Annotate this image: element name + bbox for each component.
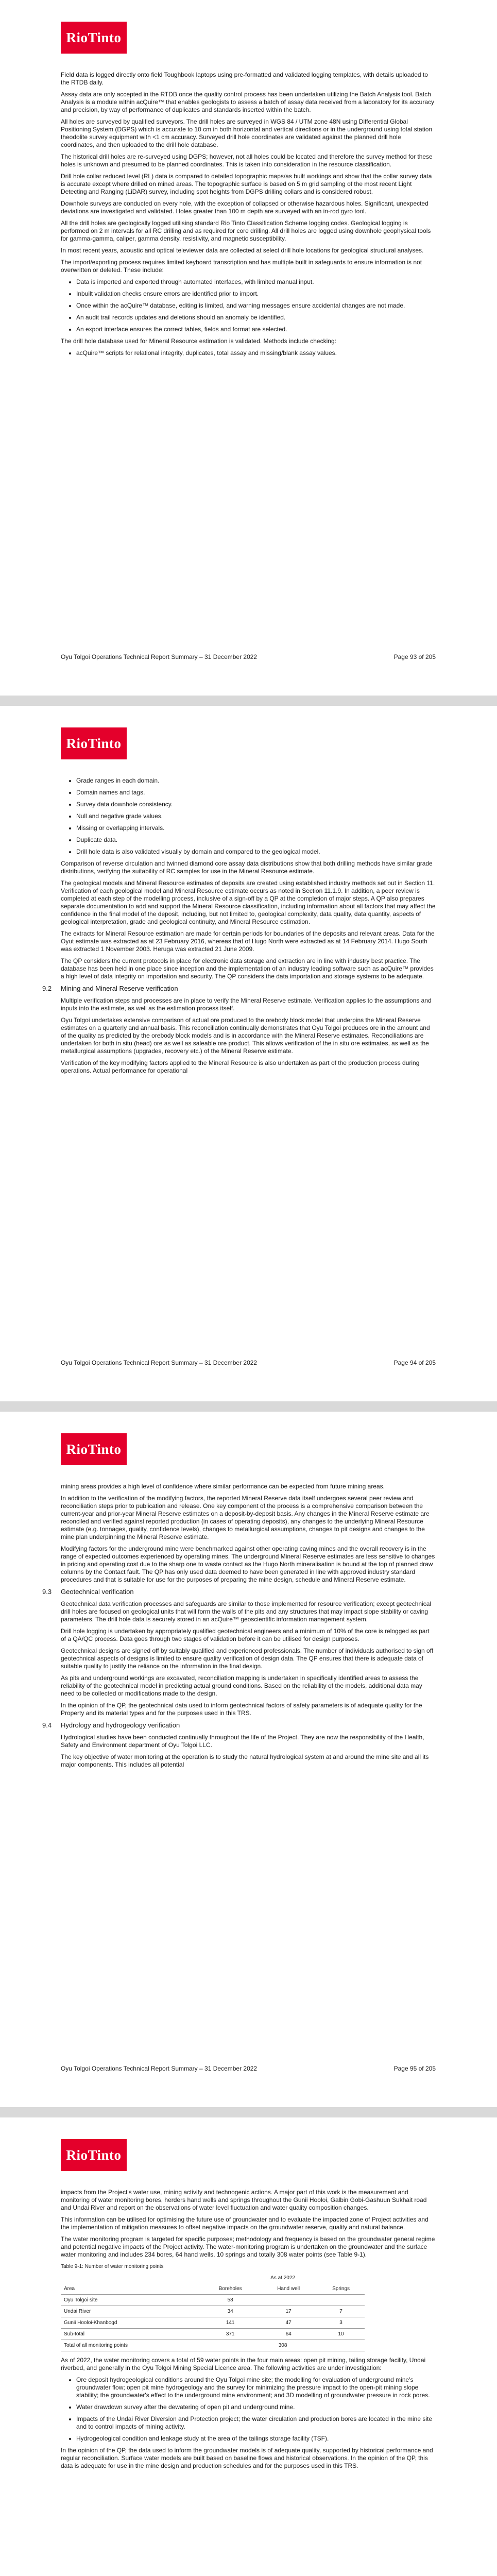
list-item: • Once within the acQuire™ database, editing is limited, and warning messages ensure accidental changes are not made. bbox=[76, 302, 436, 310]
table-cell: 10 bbox=[317, 2329, 365, 2340]
footer-title: Oyu Tolgoi Operations Technical Report Summary – 31 December 2022 bbox=[61, 653, 258, 660]
table-cell bbox=[317, 2295, 365, 2306]
table-header-row bbox=[61, 2283, 365, 2295]
header-cell bbox=[61, 2273, 201, 2283]
paragraph: The historical drill holes are re-surveyed using DGPS; however, not all holes could be located and therefore the survey method for these holes is unknown and presumed to be planned coordinates. This is taken into consideration in the resource classification. bbox=[61, 153, 433, 168]
table-row bbox=[61, 2329, 365, 2340]
paragraph: This information can be utilised for optimising the future use of groundwater and to evaluate the impacted zone of Project activities and the implementation of mitigation measures to offset negative impacts on the groundwater reserve, quality and natural balance. bbox=[61, 2216, 429, 2231]
page-number: Page 94 of 205 bbox=[393, 1359, 436, 1366]
paragraph: Oyu Tolgoi undertakes extensive comparison of actual ore produced to the orebody block model that underpins the Mineral Reserve estimates on a quarterly and annual basis. This reconciliation continually demonstrates that Oyu Tolgoi produces ore in the amount and of the quality as predicted by the orebody block models and is in accordance with the Mineral Reserve estimates. Reconciliations are undertaken for both in situ (head) ore as well as saleable ore product. This allows verification of the in situ ore estimates, as well as the metallurgical assumptions (upgrades, recovery etc.) of the Mineral Reserve estimate. bbox=[61, 1016, 430, 1055]
table-cell: 47 bbox=[260, 2317, 317, 2329]
list-item: • Null and negative grade values. bbox=[76, 812, 436, 820]
section-number: 9.4 bbox=[42, 1721, 52, 1729]
paragraph: Modifying factors for the underground mine were benchmarked against other operating caving mines and the overall recovery is in the range of expected outcomes experienced by operating mines. The underground Mineral Reserve estimates are less sensitive to changes in pricing and operating cost due to the sharp one to waste contact as the Hugo North mineralisation is bound at the top of planned draw columns by the Contact fault. The QP has only used data deemed to have been generated in line with approved industry standard procedures and that is suitable for use for the purposes of preparing the mine design, schedule and Mineral Reserve estimate. bbox=[61, 1545, 435, 1583]
page-footer bbox=[61, 653, 436, 660]
paragraph: The import/exporting process requires limited keyboard transcription and has multiple built in safeguards to ensure information is not overwritten or deleted. These include: bbox=[61, 259, 422, 274]
paragraph: As pits and underground workings are excavated, reconciliation mapping is undertaken in specifically identified areas to assess the reliability of the geotechnical model in predicting actual ground conditions. Based on the reliability of the models, additional data may need to be collected or modifications made to the design. bbox=[61, 1674, 422, 1697]
list-item: • Grade ranges in each domain. bbox=[76, 777, 436, 785]
paragraph: The QP considers the current protocols in place for electronic data storage and extraction are in line with industry best practice. The database has been held in one place since inception and the implementation of an industry leading software such as acQuire™ provides a high level of data integrity on importation and security. The QP considers the data importation and storage systems to be adequate. bbox=[61, 957, 434, 980]
paragraph: The drill hole database used for Mineral Resource estimation is validated. Methods include checking: bbox=[61, 337, 336, 345]
section-heading bbox=[42, 1588, 436, 1596]
table-cell: Gunii Hooloi-Khanbogd bbox=[61, 2317, 201, 2329]
list-item: • Domain names and tags. bbox=[76, 789, 436, 796]
section-number: 9.3 bbox=[42, 1588, 52, 1596]
paragraph: The extracts for Mineral Resource estimation are made for certain periods for boundaries of the deposits and relevant areas. Data for the Oyut estimate was extracted as at 23 February 2016, whereas that of Hugo North were extracted as at 14 February 2014. Hugo South was extracted 1 November 2003. Heruga was extracted 21 June 2009. bbox=[61, 930, 435, 953]
table-cell: 3 bbox=[317, 2317, 365, 2329]
bullet-list bbox=[61, 278, 436, 333]
paragraph: All holes are surveyed by qualified surveyors. The drill holes are surveyed in WGS 84 / UTM zone 48N using Differential Global Positioning System (DGPS) which is accurate to 10 cm in both horizontal and vertical directions or in the underground using total station theodolite survey equipment with <1 cm accuracy. Surveyed drill hole coordinates are validated against the planned drill hole coordinates, and then uploaded to the drill hole database. bbox=[61, 118, 433, 148]
page-number: Page 95 of 205 bbox=[393, 2065, 436, 2072]
list-item: • Survey data downhole consistency. bbox=[76, 801, 436, 808]
header-cell: As at 2022 bbox=[270, 2275, 295, 2281]
report-page-93 bbox=[0, 0, 497, 696]
section-number: 9.2 bbox=[42, 985, 52, 992]
table-cell: Total of all monitoring points bbox=[61, 2340, 201, 2351]
paragraph: mining areas provides a high level of confidence where similar performance can be expected from future mining areas. bbox=[61, 1483, 385, 1490]
table-cell: Oyu Tolgoi site bbox=[61, 2295, 201, 2306]
list-item: • Impacts of the Undai River Diversion and Protection project; the water circulation and production bores are located in the mine site and to control impacts of mining activity. bbox=[76, 2415, 436, 2431]
list-item: • acQuire™ scripts for relational integrity, duplicates, total assay and missing/blank assay values. bbox=[76, 349, 436, 357]
page-content bbox=[42, 777, 436, 1079]
list-item: • An audit trail records updates and deletions should an anomaly be identified. bbox=[76, 314, 436, 321]
paragraph: In most recent years, acoustic and optical televiewer data are collected at select drill hole locations for geological structural analyses. bbox=[61, 247, 424, 254]
paragraph: Assay data are only accepted in the RTDB once the quality control process has been undertaken utilizing the Batch Analysis tool. Batch Analysis is a module within acQuire™ that enables geologists to assess a batch of assay data received from a laboratory for its accuracy and precision, by way of performance of duplicates and standards inserted within the batch. bbox=[61, 91, 435, 113]
header-cell: Area bbox=[61, 2283, 201, 2295]
water-monitoring-table bbox=[61, 2273, 365, 2351]
paragraph: Geotechnical data verification processes and safeguards are similar to those implemented for resource verification; except geotechnical drill holes are focused on geological units that will form the walls of the pits and any structures that may impact slope stability or caving parameters. The drill hole data is securely stored in an acQuire™ geoscientific information management system. bbox=[61, 1600, 432, 1623]
table-cell: 7 bbox=[317, 2306, 365, 2317]
page-content bbox=[61, 71, 436, 361]
bullet-list bbox=[61, 777, 436, 856]
table-cell: 64 bbox=[260, 2329, 317, 2340]
header-cell: Boreholes bbox=[201, 2283, 260, 2295]
table-cell: 34 bbox=[201, 2306, 260, 2317]
header-cell: Springs bbox=[317, 2283, 365, 2295]
table-cell: 371 bbox=[201, 2329, 260, 2340]
table-row bbox=[61, 2295, 365, 2306]
report-page-94 bbox=[0, 706, 497, 1401]
table-cell: 308 bbox=[201, 2340, 365, 2351]
paragraph: The geological models and Mineral Resource estimates of deposits are created using established industry methods set out in Section 11. Verification of each geological model and Mineral Resource estimate occurs as noted in Section 11.1.9. In addition, a peer review is completed at each step of the modelling process, inclusive of a sign-off by a QP at the completion of major steps. A QP also prepares separate documentation to add and support the Mineral Resource classification, including information about all factors that may affect the confidence in the final model of the deposit, including, but not limited to, geological complexity, data quality, data quantity, aspects of geological interpretation, grade and geological continuity, and Mineral Resource estimation. bbox=[61, 879, 436, 925]
page-footer bbox=[61, 1359, 436, 1366]
table-cell: 141 bbox=[201, 2317, 260, 2329]
section-title: Geotechnical verification bbox=[61, 1588, 134, 1596]
page-footer bbox=[61, 2065, 436, 2072]
page-content bbox=[42, 1483, 436, 1773]
section-title: Hydrology and hydrogeology verification bbox=[61, 1721, 180, 1729]
footer-title: Oyu Tolgoi Operations Technical Report Summary – 31 December 2022 bbox=[61, 2065, 258, 2072]
table-total-row bbox=[61, 2340, 365, 2351]
page-content bbox=[61, 2189, 436, 2474]
list-item: • An export interface ensures the correct tables, fields and format are selected. bbox=[76, 326, 436, 333]
header-cell: Hand well bbox=[260, 2283, 317, 2295]
bullet-list bbox=[61, 349, 436, 357]
paragraph: Drill hole logging is undertaken by appropriately qualified geotechnical engineers and a minimum of 10% of the core is relogged as part of a QA/QC process. Data goes through two stages of validation before it can be utilised for design purposes. bbox=[61, 1628, 430, 1642]
table-cell: Sub-total bbox=[61, 2329, 201, 2340]
list-item: • Missing or overlapping intervals. bbox=[76, 824, 436, 832]
table-cell: Undai River bbox=[61, 2306, 201, 2317]
list-item: • Data is imported and exported through automated interfaces, with limited manual input. bbox=[76, 278, 436, 286]
paragraph: In the opinion of the QP, the geotechnical data used to inform geotechnical factors of safety parameters is of adequate quality for the Property and its material types and for the purposes used in this TRS. bbox=[61, 1702, 422, 1717]
paragraph: Field data is logged directly onto field Toughbook laptops using pre-formatted and validated logging templates, with details uploaded to the RTDB daily. bbox=[61, 71, 428, 86]
table-row bbox=[61, 2317, 365, 2329]
table-header-row bbox=[61, 2273, 365, 2283]
paragraph: impacts from the Project's water use, mining activity and technogenic actions. A major part of this work is the measurement and monitoring of water monitoring bores, herders hand wells and springs throughout the Gunii Hooloi, Galbin Gobi-Gashuun Sukhait road and Undai River and report on the observations of water level fluctuation and water quality composition changes. bbox=[61, 2189, 427, 2211]
section-heading bbox=[42, 985, 436, 993]
rio-tinto-logo: RioTinto bbox=[61, 2139, 127, 2171]
paragraph: Multiple verification steps and processes are in place to verify the Mineral Reserve estimate. Verification applies to the assumptions and inputs into the estimate, as well as the estimation process itself. bbox=[61, 997, 432, 1012]
paragraph: Geotechnical designs are signed off by suitably qualified and experienced professionals. The number of individuals authorised to sign off geotechnical aspects of designs is limited to ensure quality verification of design data. The QP ensures that there is adequate data of suitable quality to justify the reliance on the information in the final design. bbox=[61, 1647, 434, 1670]
rio-tinto-logo: RioTinto bbox=[61, 727, 127, 759]
section-title: Mining and Mineral Reserve verification bbox=[61, 985, 178, 992]
paragraph: The water monitoring program is targeted for specific purposes; methodology and frequency is based on the groundwater general regime and potential negative impacts of the Project activity. The water-monitoring program is undertaken on the groundwater and the surface water monitoring and includes 234 bores, 64 hand wells, 10 springs and totally 308 water points (see Table 9-1). bbox=[61, 2235, 435, 2258]
list-item: • Ore deposit hydrogeological conditions around the Oyu Tolgoi mine site; the modelling for evaluation of underground mine's groundwater flow; open pit mine hydrogeology and the survey for minimizing the pressure impact to the open-pit mining slope stability; the groundwater's effect to the underground mine environment; and 3D modelling of groundwater pressure in rock pores. bbox=[76, 2376, 436, 2399]
report-page-96 bbox=[0, 2117, 497, 2576]
list-item: • Inbuilt validation checks ensure errors are identified prior to import. bbox=[76, 290, 436, 298]
paragraph: Verification of the key modifying factors applied to the Mineral Resource is also undertaken as part of the production process during operations. Actual performance for operational bbox=[61, 1059, 420, 1074]
report-page-95 bbox=[0, 1412, 497, 2107]
table-cell: 58 bbox=[201, 2295, 260, 2306]
paragraph: The key objective of water monitoring at the operation is to study the natural hydrological system at and around the mine site and all its major components. This includes all potential bbox=[61, 1753, 429, 1768]
rio-tinto-logo: RioTinto bbox=[61, 1433, 127, 1465]
list-item: • Hydrogeological condition and leakage study at the area of the tailings storage facility (TSF). bbox=[76, 2435, 436, 2443]
table-cell: 17 bbox=[260, 2306, 317, 2317]
bullet-list bbox=[61, 2376, 436, 2443]
paragraph: Downhole surveys are conducted on every hole, with the exception of collapsed or otherwise hazardous holes. Significant, unexpected deviations are investigated and validated. Holes greater than 100 m depth are surveyed with an in-rod gyro tool. bbox=[61, 200, 429, 215]
paragraph: Comparison of reverse circulation and twinned diamond core assay data distributions show that both drilling methods have similar grade distributions, verifying the suitability of RC samples for use in the Mineral Resource estimate. bbox=[61, 860, 433, 875]
paragraph: In addition to the verification of the modifying factors, the reported Mineral Reserve data itself undergoes several peer review and reconciliation steps prior to publication and release. One key component of the process is a comprehensive comparison between the current-year and prior-year Mineral Reserve estimates on a deposit-by-deposit basis. Any changes in the Mineral Reserve estimate are reconciled and verified against reported production (in cases of operating deposits), any changes to the underlying Mineral Resource estimate (e.g. tonnages, quality, confidence levels), changes to metallurgical assumptions, changes to pit designs and changes to the mine plan underpinning the Mineral Reserve estimate. bbox=[61, 1495, 430, 1540]
rio-tinto-logo: RioTinto bbox=[61, 22, 127, 54]
footer-title: Oyu Tolgoi Operations Technical Report Summary – 31 December 2022 bbox=[61, 1359, 258, 1366]
list-item: • Drill hole data is also validated visually by domain and compared to the geological model. bbox=[76, 848, 436, 856]
table-cell bbox=[260, 2295, 317, 2306]
paragraph: Drill hole collar reduced level (RL) data is compared to detailed topographic maps/as built workings and show that the collar survey data is accurate except where drilled on mined areas. The topographic surface is based on 5 m grid sampling of the most recent Light Detecting and Ranging (LiDAR) survey, including spot heights from DGPS drilling collars and is considered robust. bbox=[61, 173, 432, 195]
table-caption: Table 9-1: Number of water monitoring points bbox=[61, 2264, 164, 2269]
table-row bbox=[61, 2306, 365, 2317]
paragraph: Hydrological studies have been conducted continually throughout the life of the Project. They are now the responsibility of the Health, Safety and Environment department of Oyu Tolgoi LLC. bbox=[61, 1734, 424, 1749]
paragraph: In the opinion of the QP, the data used to inform the groundwater models is of adequate quality, supported by historical performance and regular reconciliation. Surface water models are built based on baseline flows and historical observations. In the opinion of the QP, this data is adequate for use in the mine design and production schedules and for the purposes used in this TRS. bbox=[61, 2447, 433, 2469]
section-heading bbox=[42, 1721, 436, 1730]
list-item: • Water drawdown survey after the dewatering of open pit and underground mine. bbox=[76, 2403, 436, 2411]
paragraph: All the drill holes are geologically logged utilising standard Rio Tinto Classification Scheme logging codes. Geological logging is performed on 2 m intervals for all RC drilling and as required for core drilling. All drill holes are logged using downhole geophysical tools for gamma-gamma, caliper, gamma density, resistivity, and magnetic susceptibility. bbox=[61, 219, 431, 242]
paragraph: As of 2022, the water monitoring covers a total of 59 water points in the four main areas: open pit mining, tailing storage facility, Undai riverbed, and generally in the Oyu Tolgoi Mining Special Licence area. The following activities are under investigation: bbox=[61, 2357, 426, 2371]
list-item: • Duplicate data. bbox=[76, 836, 436, 844]
page-number: Page 93 of 205 bbox=[393, 653, 436, 660]
